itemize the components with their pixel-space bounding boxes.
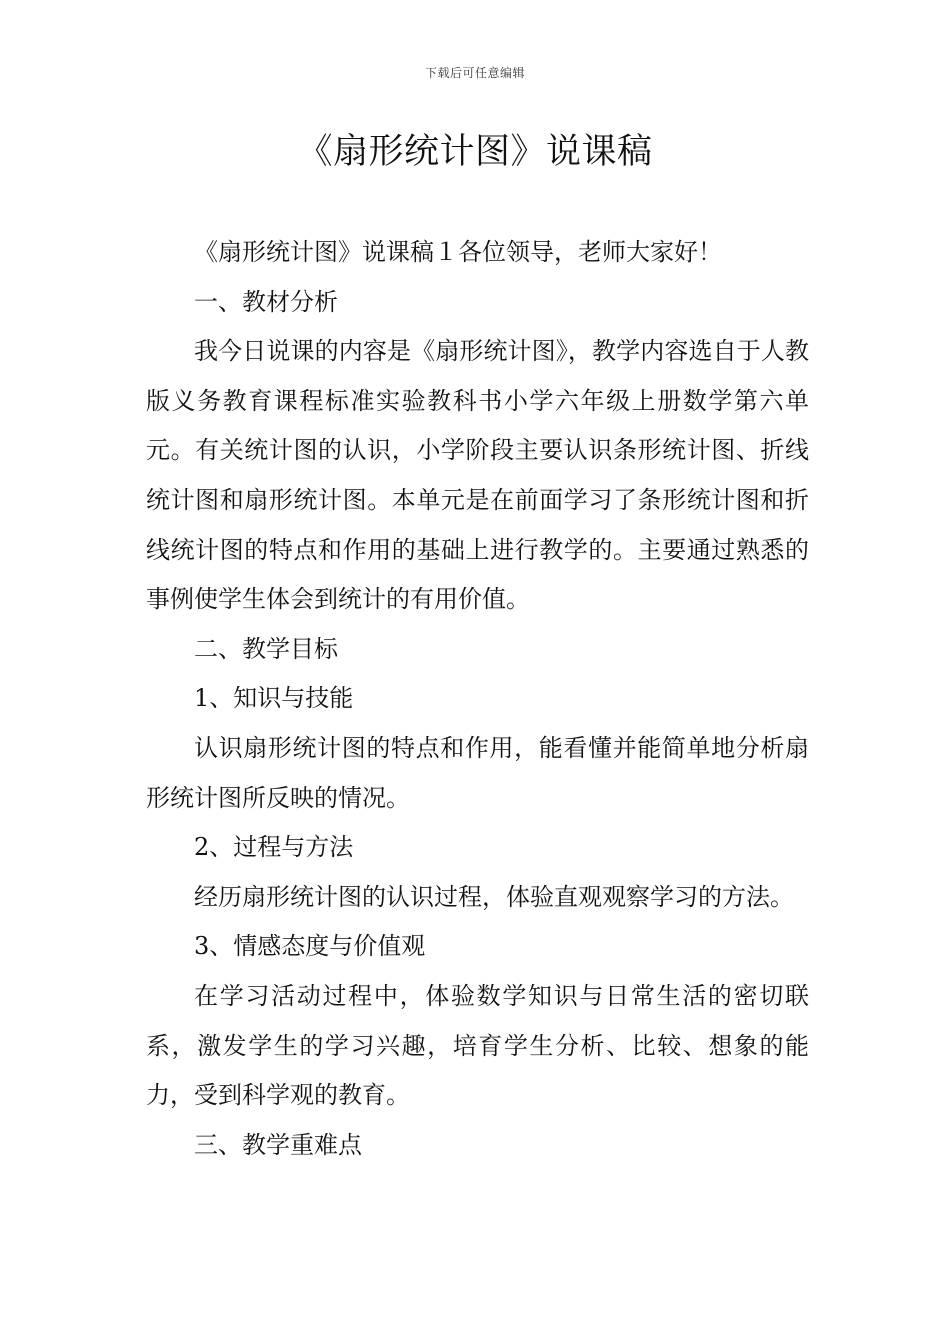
header-note: 下载后可任意编辑 [424,66,525,80]
paragraph-attitude-values: 在学习活动过程中，体验数学知识与日常生活的密切联系，激发学生的学习兴趣，培育学生分析、比较、想象的能力，受到科学观的教育。 [146,981,809,1110]
paragraph-process-method: 经历扇形统计图的认识过程，体验直观观察学习的方法。 [194,882,794,911]
heading-teaching-objectives: 二、教学目标 [194,634,338,663]
heading-textbook-analysis: 一、教材分析 [194,287,338,316]
subheading-knowledge-skills: 1、知识与技能 [194,684,354,713]
document-title: 《扇形统计图》说课稿 [297,132,653,172]
subheading-process-method: 2、过程与方法 [194,833,354,862]
paragraph-textbook-analysis: 我今日说课的内容是《扇形统计图》，教学内容选自于人教版义务教育课程标准实验教科书小学六年级上册数学第六单元。有关统计图的认识，小学阶段主要认识条形统计图、折线统计图和扇形统计图。本单元是在前面学习了条形统计图和折线统计图的特点和作用的基础上进行教学的。主要通过熟悉的事例使学生体会到统计的有用价值。 [146,337,809,614]
paragraph-greeting: 《扇形统计图》说课稿１各位领导，老师大家好！ [194,238,722,266]
document-body [146,228,809,1170]
paragraph-knowledge-skills: 认识扇形统计图的特点和作用，能看懂并能简单地分析扇形统计图所反映的情况。 [146,733,809,812]
heading-key-difficult-points: 三、教学重难点 [194,1130,362,1159]
subheading-attitude-values: 3、情感态度与价值观 [194,932,426,961]
